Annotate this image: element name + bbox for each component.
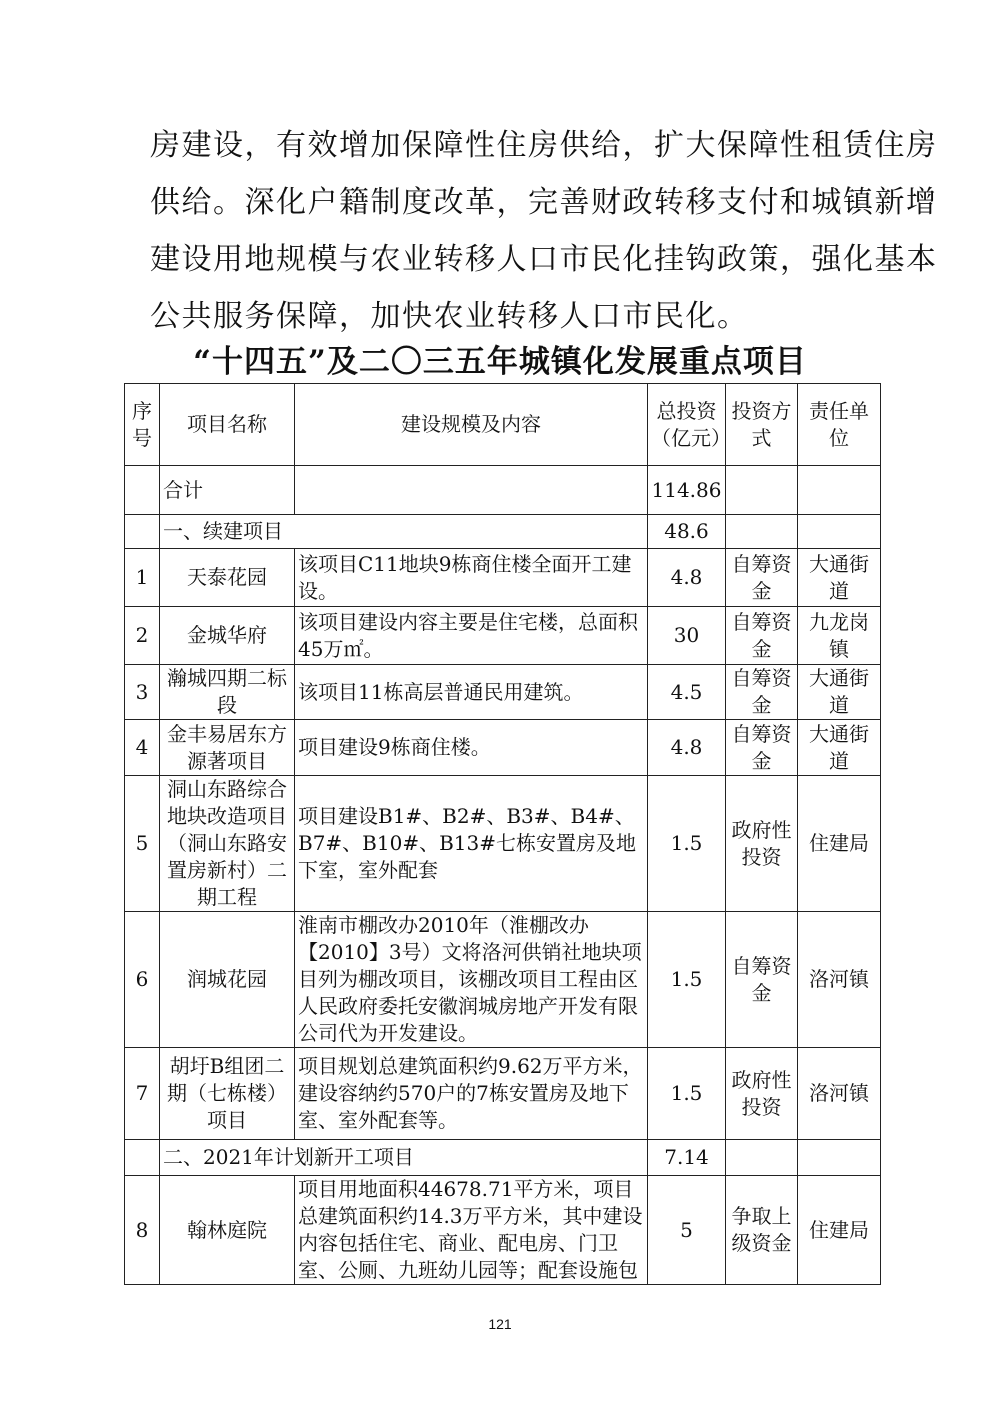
paragraph-line: 房建设，有效增加保障性住房供给，扩大保障性租赁住房	[150, 128, 938, 163]
page-number: 121	[488, 1316, 512, 1332]
header-mode: 投资方式	[726, 384, 798, 466]
header-unit: 责任单位	[798, 384, 881, 466]
total-row	[125, 466, 881, 515]
table-row: 6 润城花园 淮南市棚改办2010年（淮棚改办【2010】3号）文将洛河供销社地块项目列为棚改项目，该棚改项目工程由区人民政府委托安徽润城房地产开发有限公司代为开发建设。 1.5 自筹资金 洛河镇	[125, 912, 881, 1048]
body-paragraph	[150, 117, 938, 345]
projects-table	[124, 383, 881, 1285]
table-row: 5 洞山东路综合地块改造项目（洞山东路安置房新村）二期工程 项目建设B1#、B2#、B3#、B4#、B7#、B10#、B13#七栋安置房及地下室，室外配套 1.5 政府性投资 住建局	[125, 776, 881, 912]
section-amount: 48.6	[648, 515, 726, 549]
header-content: 建设规模及内容	[295, 384, 648, 466]
table-title: “十四五”及二〇三五年城镇化发展重点项目	[193, 344, 807, 380]
header-amount: 总投资（亿元）	[648, 384, 726, 466]
table-row: 3 瀚城四期二标段 该项目11栋高层普通民用建筑。 4.5 自筹资金 大通街道	[125, 665, 881, 720]
section-row	[125, 1140, 881, 1176]
table-row: 8 翰林庭院 项目用地面积44678.71平方米，项目总建筑面积约14.3万平方米，其中建设内容包括住宅、商业、配电房、门卫室、公厕、九班幼儿园等；配套设施包 5 争取上级资金 住建局	[125, 1176, 881, 1285]
header-name: 项目名称	[160, 384, 295, 466]
paragraph-line: 建设用地规模与农业转移人口市民化挂钩政策，强化基本	[150, 242, 938, 277]
paragraph-line: 供给。深化户籍制度改革，完善财政转移支付和城镇新增	[150, 185, 938, 220]
table-row: 7 胡圩B组团二期（七栋楼）项目 项目规划总建筑面积约9.62万平方米，建设容纳约570户的7栋安置房及地下室、室外配套等。 1.5 政府性投资 洛河镇	[125, 1048, 881, 1140]
section-label: 一、续建项目	[160, 515, 648, 549]
table-row: 1 天泰花园 该项目C11地块9栋商住楼全面开工建设。 4.8 自筹资金 大通街道	[125, 549, 881, 607]
total-amount: 114.86	[648, 466, 726, 515]
paragraph-line: 公共服务保障，加快农业转移人口市民化。	[150, 299, 749, 334]
header-row	[125, 384, 881, 466]
header-no: 序号	[125, 384, 160, 466]
table-row: 4 金丰易居东方源著项目 项目建设9栋商住楼。 4.8 自筹资金 大通街道	[125, 720, 881, 776]
total-label: 合计	[160, 466, 295, 515]
table-row: 2 金城华府 该项目建设内容主要是住宅楼，总面积45万㎡。 30 自筹资金 九龙岗镇	[125, 607, 881, 665]
section-amount: 7.14	[648, 1140, 726, 1176]
section-label: 二、2021年计划新开工项目	[160, 1140, 648, 1176]
section-row	[125, 515, 881, 549]
